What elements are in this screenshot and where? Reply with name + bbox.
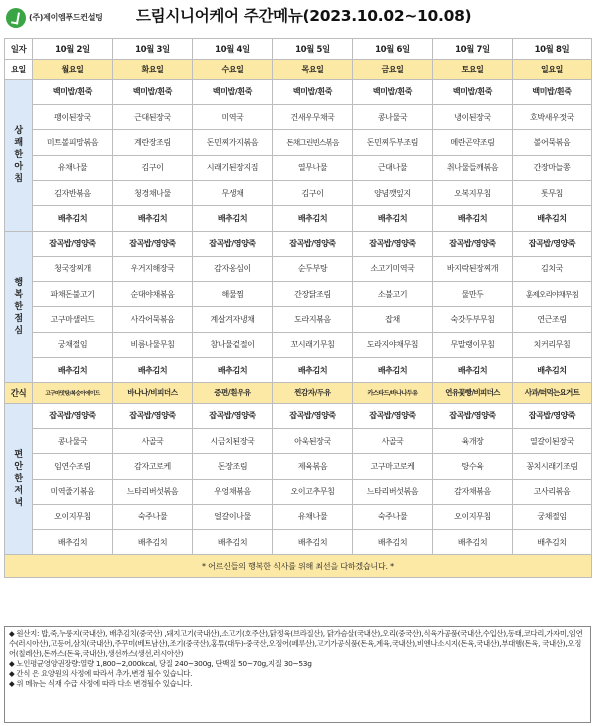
menu-item: 콩나물국 [353,105,433,130]
menu-item: 오이지무침 [433,504,513,529]
menu-item: 백미밥/흰죽 [113,79,193,104]
weekday-cell: 일요일 [513,60,592,79]
menu-item: 잡채 [353,307,433,332]
menu-item: 느타리버섯볶음 [113,479,193,504]
meal-row [5,256,592,281]
weekday-label: 요일 [5,60,33,79]
menu-item: 소고기미역국 [353,256,433,281]
menu-item: 순두부탕 [273,256,353,281]
note-origin: ◆ 원산지: 밥,죽,누룽지(국내산), 배추김치(중국산) ,돼지고기(국내산),소고기(호주산),닭정육(브라질산), 닭가슴살(국내산),오리(중국산),식육가공품(국내산,수입산),동태,코다리,가자미,임연수(러시아산),고등어,삼치(국내산),주꾸미(베트남산),조기(중국산),홍튜(대두)-중국산,오징어(페루산),고기가공식품(돈육,계육,국내산),비엔나소시지(돈육,국내산),부대햄(돈육, 국내산),오징어(칠레산),돈까스(돈육,국내산),생선까스(생선,러시아산) [9,629,583,658]
dinner-row [5,428,592,453]
menu-item: 김구이 [113,155,193,180]
company-logo-icon [6,8,26,28]
menu-item: 궁채절임 [513,504,592,529]
menu-item: 물만두 [433,282,513,307]
snack-item: 바나나/비피더스 [113,383,193,403]
meal-row [5,206,592,231]
menu-item: 숙주나물 [353,504,433,529]
dinner-row [5,403,592,428]
menu-item: 배추김치 [513,358,592,383]
weekday-cell: 금요일 [353,60,433,79]
snack-item: 고구마맛탕/복숭아에이드 [33,383,113,403]
snack-label: 간식 [5,383,33,403]
snack-item: 사과/떠먹는요거트 [513,383,592,403]
menu-item: 참나물겉절이 [193,332,273,357]
footer-message: * 어르신들의 행복한 식사를 위해 최선을 다하겠습니다. * [5,555,592,578]
menu-item: 돈민찌두부조림 [353,130,433,155]
menu-item: 사골국 [353,428,433,453]
menu-item: 잡곡밥/영양죽 [33,231,113,256]
menu-item: 잡곡밥/영양죽 [33,403,113,428]
company-name: (주)제이엠푸드컨설팅 [29,13,103,22]
menu-item: 계살겨자냉채 [193,307,273,332]
menu-item: 콩나물국 [33,428,113,453]
menu-item: 볼어묵볶음 [513,130,592,155]
date-cell: 10월 7일 [433,39,513,60]
menu-item: 돈장조림 [193,454,273,479]
weekday-cell: 화요일 [113,60,193,79]
menu-item: 김치국 [513,256,592,281]
weekday-row [5,60,592,79]
page-header [0,0,595,34]
menu-item: 제육볶음 [273,454,353,479]
dinner-label: 편 안 한 저 녁 [5,403,33,555]
menu-item: 우거지해장국 [113,256,193,281]
menu-item: 배추김치 [193,358,273,383]
breakfast-label: 상 쾌 한 아 침 [5,79,33,231]
meal-row [5,231,592,256]
meal-row [5,180,592,205]
menu-item: 잡곡밥/영양죽 [433,231,513,256]
menu-item: 얼갈이나물 [193,504,273,529]
menu-item: 치커리무침 [513,332,592,357]
menu-item: 잡곡밥/영양죽 [513,231,592,256]
menu-item: 배추김치 [193,206,273,231]
menu-item: 근대된장국 [113,105,193,130]
menu-item: 돈채그린빈스볶음 [273,130,353,155]
menu-item: 잡곡밥/영양죽 [433,403,513,428]
menu-item: 우엉채볶음 [193,479,273,504]
date-cell: 10월 5일 [273,39,353,60]
dinner-row [5,454,592,479]
menu-item: 배추김치 [33,358,113,383]
menu-item: 호박새우젓국 [513,105,592,130]
menu-item: 건새우무채국 [273,105,353,130]
menu-item: 배추김치 [433,358,513,383]
menu-item: 아욱된장국 [273,428,353,453]
menu-item: 잡곡밥/영양죽 [353,403,433,428]
menu-item: 백미밥/흰죽 [33,79,113,104]
menu-item: 배추김치 [273,530,353,555]
menu-item: 근대나물 [353,155,433,180]
menu-item: 사각어묵볶음 [113,307,193,332]
menu-item: 잡곡밥/영양죽 [113,231,193,256]
menu-item: 시래기된장지짐 [193,155,273,180]
meal-row [5,105,592,130]
note-snack: ◆ 간식 은 요양원의 사정에 따라서 추가,변경 될수 있습니다. [9,669,193,678]
menu-item: 양념깻잎지 [353,180,433,205]
menu-item: 탕수육 [433,454,513,479]
menu-item: 청국장찌개 [33,256,113,281]
menu-item: 청경채나물 [113,180,193,205]
snack-item: 증편/흰우유 [193,383,273,403]
snack-item: 찐감자/두유 [273,383,353,403]
menu-item: 사골국 [113,428,193,453]
menu-item: 고구마고로케 [353,454,433,479]
weekday-cell: 토요일 [433,60,513,79]
weekly-menu-table [4,38,592,578]
menu-item: 무생채 [193,180,273,205]
menu-item: 김자반볶음 [33,180,113,205]
menu-item: 잡곡밥/영양죽 [193,403,273,428]
menu-item: 꽁치시래기조림 [513,454,592,479]
menu-item: 순대야채볶음 [113,282,193,307]
menu-item: 배추김치 [33,530,113,555]
menu-item: 미역줄기볶음 [33,479,113,504]
menu-item: 숙갓두부무침 [433,307,513,332]
menu-item: 열무나물 [273,155,353,180]
menu-item: 백미밥/흰죽 [513,79,592,104]
menu-item: 미역국 [193,105,273,130]
menu-item: 훈제오리야채무침 [513,282,592,307]
menu-item: 배추김치 [433,206,513,231]
menu-item: 취나물들깨볶음 [433,155,513,180]
menu-item: 비름나물무침 [113,332,193,357]
snack-row [5,383,592,403]
menu-item: 김구이 [273,180,353,205]
menu-item: 계란장조림 [113,130,193,155]
menu-item: 숙주나물 [113,504,193,529]
menu-item: 연근조림 [513,307,592,332]
menu-item: 돈민찌가지볶음 [193,130,273,155]
menu-item: 톳무침 [513,180,592,205]
menu-item: 냉이된장국 [433,105,513,130]
menu-item: 미트볼피망볶음 [33,130,113,155]
menu-item: 오복지무침 [433,180,513,205]
menu-item: 배추김치 [113,358,193,383]
snack-item: 연유꽃빵/비피더스 [433,383,513,403]
date-cell: 10월 3일 [113,39,193,60]
menu-item: 백미밥/흰죽 [193,79,273,104]
meal-row [5,358,592,383]
menu-item: 배추김치 [113,530,193,555]
date-cell: 10월 8일 [513,39,592,60]
menu-item: 배추김치 [353,206,433,231]
meal-row [5,79,592,104]
menu-item: 백미밥/흰죽 [433,79,513,104]
menu-item: 해물찜 [193,282,273,307]
menu-item: 배추김치 [113,206,193,231]
menu-item: 백미밥/흰죽 [353,79,433,104]
weekday-cell: 수요일 [193,60,273,79]
menu-item: 파채돈불고기 [33,282,113,307]
note-nutrition: ◆ 노인평균영양권장량:열량 1,800~2,000kcal, 당질 240~300g, 단백질 50~70g,지질 30~53g [9,659,312,668]
menu-item: 고구마샐러드 [33,307,113,332]
weekday-cell: 월요일 [33,60,113,79]
menu-item: 감자옹심이 [193,256,273,281]
menu-item: 유채나물 [33,155,113,180]
date-row [5,39,592,60]
menu-item: 백미밥/흰죽 [273,79,353,104]
date-corner-label: 일자 [5,39,33,60]
footer-row [5,555,592,578]
weekday-cell: 목요일 [273,60,353,79]
menu-item: 배추김치 [433,530,513,555]
menu-item: 바지락된장찌개 [433,256,513,281]
meal-row [5,332,592,357]
menu-item: 고사리볶음 [513,479,592,504]
menu-item: 배추김치 [33,206,113,231]
menu-item: 잡곡밥/영양죽 [353,231,433,256]
menu-item: 꼬시래기무침 [273,332,353,357]
menu-item: 배추김치 [273,206,353,231]
menu-item: 육개장 [433,428,513,453]
menu-item: 열갈이된장국 [513,428,592,453]
menu-item: 배추김치 [193,530,273,555]
menu-item: 도라지볶음 [273,307,353,332]
menu-item: 감자채볶음 [433,479,513,504]
date-cell: 10월 6일 [353,39,433,60]
menu-item: 배추김치 [353,530,433,555]
notes-box [4,626,591,723]
menu-item: 잡곡밥/영양죽 [113,403,193,428]
menu-item: 잡곡밥/영양죽 [193,231,273,256]
menu-item: 오이지무침 [33,504,113,529]
menu-item: 잡곡밥/영양죽 [273,231,353,256]
note-change: ◆ 위 메뉴는 식재 수급 사정에 따라 다소 변경될수 있습니다. [9,679,193,688]
meal-row [5,155,592,180]
dinner-row [5,530,592,555]
menu-item: 배추김치 [513,206,592,231]
menu-item: 감자고로케 [113,454,193,479]
menu-item: 궁채절임 [33,332,113,357]
date-cell: 10월 4일 [193,39,273,60]
menu-item: 도라지야채무침 [353,332,433,357]
menu-item: 팽이된장국 [33,105,113,130]
menu-item: 배추김치 [273,358,353,383]
menu-item: 잡곡밥/영양죽 [513,403,592,428]
menu-item: 잡곡밥/영양죽 [273,403,353,428]
menu-item: 임연수조림 [33,454,113,479]
meal-row [5,282,592,307]
menu-item: 유채나물 [273,504,353,529]
menu-item: 배추김치 [353,358,433,383]
meal-row [5,307,592,332]
menu-item: 배추김치 [513,530,592,555]
menu-item: 소불고기 [353,282,433,307]
menu-item: 느타리버섯볶음 [353,479,433,504]
menu-item: 무말랭이무침 [433,332,513,357]
dinner-row [5,504,592,529]
menu-item: 간장마늘쫑 [513,155,592,180]
menu-item: 시금치된장국 [193,428,273,453]
menu-item: 오이고추무침 [273,479,353,504]
lunch-label: 행 복 한 점 심 [5,231,33,383]
menu-item: 간장닭조림 [273,282,353,307]
page-title: 드림시니어케어 주간메뉴(2023.10.02~10.08) [136,7,472,25]
menu-item: 메란곤약조림 [433,130,513,155]
meal-row [5,130,592,155]
snack-item: 카스타드/바나나두유 [353,383,433,403]
dinner-row [5,479,592,504]
date-cell: 10월 2일 [33,39,113,60]
